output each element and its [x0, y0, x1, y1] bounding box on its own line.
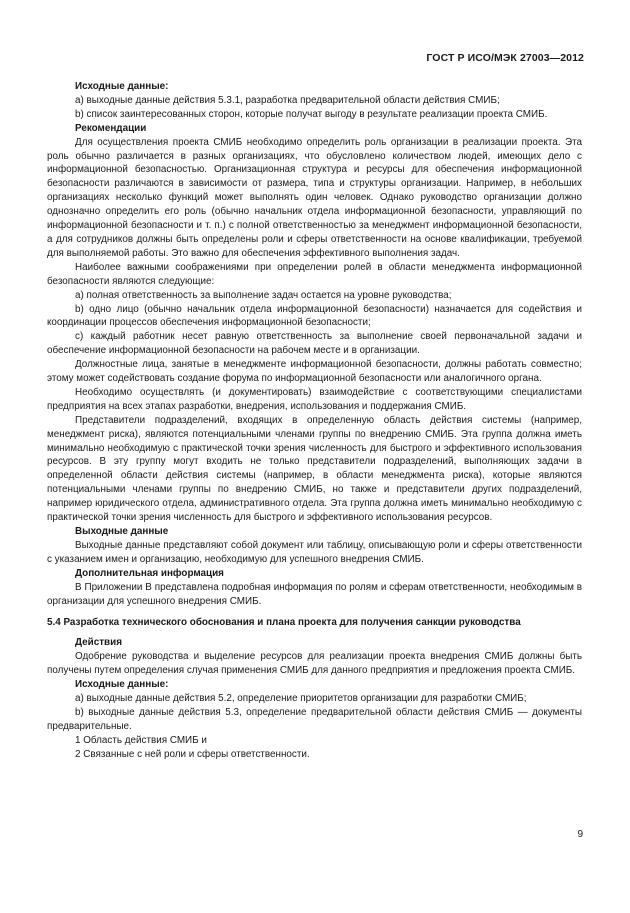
input-item-a: а) выходные данные действия 5.2, определение приоритетов организации для разработки СМИБ;	[75, 692, 527, 704]
list-item-a: а) полная ответственность за выполнение задач остается на уровне руководства;	[75, 289, 452, 301]
input-data-heading: Исходные данные:	[75, 81, 169, 92]
document-body	[47, 80, 582, 762]
paragraph: В Приложении В представлена подробная информация по ролям и сферам ответственности, необходимым в организации для успешного внедрения СМИБ.	[47, 581, 582, 607]
sub-item-1: 1 Область действия СМИБ и	[75, 734, 207, 746]
paragraph: Необходимо осуществлять (и документировать) взаимодействие с соответствующими специалистами предприятия на всех этапах разработки, внедрения, использования и поддержания СМИБ.	[47, 386, 582, 412]
actions-heading: Действия	[75, 637, 122, 649]
input-data-heading: Исходные данные:	[75, 679, 169, 691]
standard-header: ГОСТ Р ИСО/МЭК 27003—2012	[426, 52, 584, 64]
output-data-heading: Выходные данные	[75, 526, 169, 537]
page-number: 9	[577, 829, 583, 840]
paragraph: Должностные лица, занятые в менеджменте информационной безопасности, должны работать совместно; этому может содействовать создание форума по информационной безопасности или аналогичного органа.	[47, 359, 582, 385]
paragraph: Одобрение руководства и выделение ресурсов для реализации проекта внедрения СМИБ должны быть получены путем определения случая применения СМИБ для данного предприятия и предложения проекта СМИБ.	[47, 651, 582, 677]
paragraph: Выходные данные представляют собой документ или таблицу, описывающую роли и сферы ответственности с указанием имен и организацию, необходимую для успешного внедрения СМИБ.	[47, 539, 582, 565]
recommendations-heading: Рекомендации	[75, 122, 147, 134]
paragraph: Наиболее важными соображениями при определении ролей в области менеджмента информационной безопасности являются следующие:	[47, 261, 582, 287]
input-item-a: а) выходные данные действия 5.3.1, разработка предварительной области действия СМИБ;	[75, 94, 500, 106]
list-item-b: b) одно лицо (обычно начальник отдела информационной безопасности) назначается для содействия и координации процессов обеспечения информационной безопасности;	[47, 303, 582, 329]
input-item-b: b) выходные данные действия 5.3, определение предварительной области действия СМИБ — документы предварительные.	[47, 706, 582, 732]
paragraph: Для осуществления проекта СМИБ необходимо определить роль организации в реализации проекта. Эта роль обычно различается в разных организациях, что обусловлено количеством людей, имеющих дело с информационной безопасностью. Организационная структура и ресурсы для обеспечения информационной безопасности различаются в зависимости от размера, типа и структуры организации. Например, в небольших организациях несколько функций может выполнять один человек. Однако руководство организации должно однозначно определить его роль (обычно начальник отдела информационной безопасности, управляющий по информационной безопасности и т. п.) с полной ответственностью за менеджмент информационной безопасности, а для сотрудников должны быть определены роли и сферы ответственности на основе квалификации, требуемой для выполняемой работы. Это важно для обеспечения эффективного выполнения задач.	[47, 136, 582, 259]
sub-item-2: 2 Связанные с ней роли и сферы ответственности.	[75, 748, 310, 760]
input-item-b: b) список заинтересованных сторон, которые получат выгоду в результате реализации проекта СМИБ.	[75, 108, 548, 120]
list-item-c: с) каждый работник несет равную ответственность за выполнение своей первоначальной задачи и обеспечение информационной безопасности на рабочем месте и в организации.	[47, 331, 582, 357]
additional-info-heading: Дополнительная информация	[75, 567, 224, 579]
paragraph: Представители подразделений, входящих в определенную область действия системы (например, менеджмент риска), являются потенциальными членами группы по внедрению СМИБ. Эта группа должна иметь минимально необходимую с практической точки зрения численность для быстрого и эффективного использования ресурсов. В эту группу могут входить не только представители подразделений, выполняющих задачи в определенной области действия системы (например, в области менеджмента риска), которые являются потенциальными членами группы по внедрению СМИБ, но также и представители других подразделений, например юридического отдела, административного отдела. Эта группа должна иметь минимально необходимую с практической точки зрения численность для быстрого и эффективного использования ресурсов.	[47, 414, 582, 524]
section-title: 5.4 Разработка технического обоснования и плана проекта для получения санкции руководства	[47, 617, 521, 629]
